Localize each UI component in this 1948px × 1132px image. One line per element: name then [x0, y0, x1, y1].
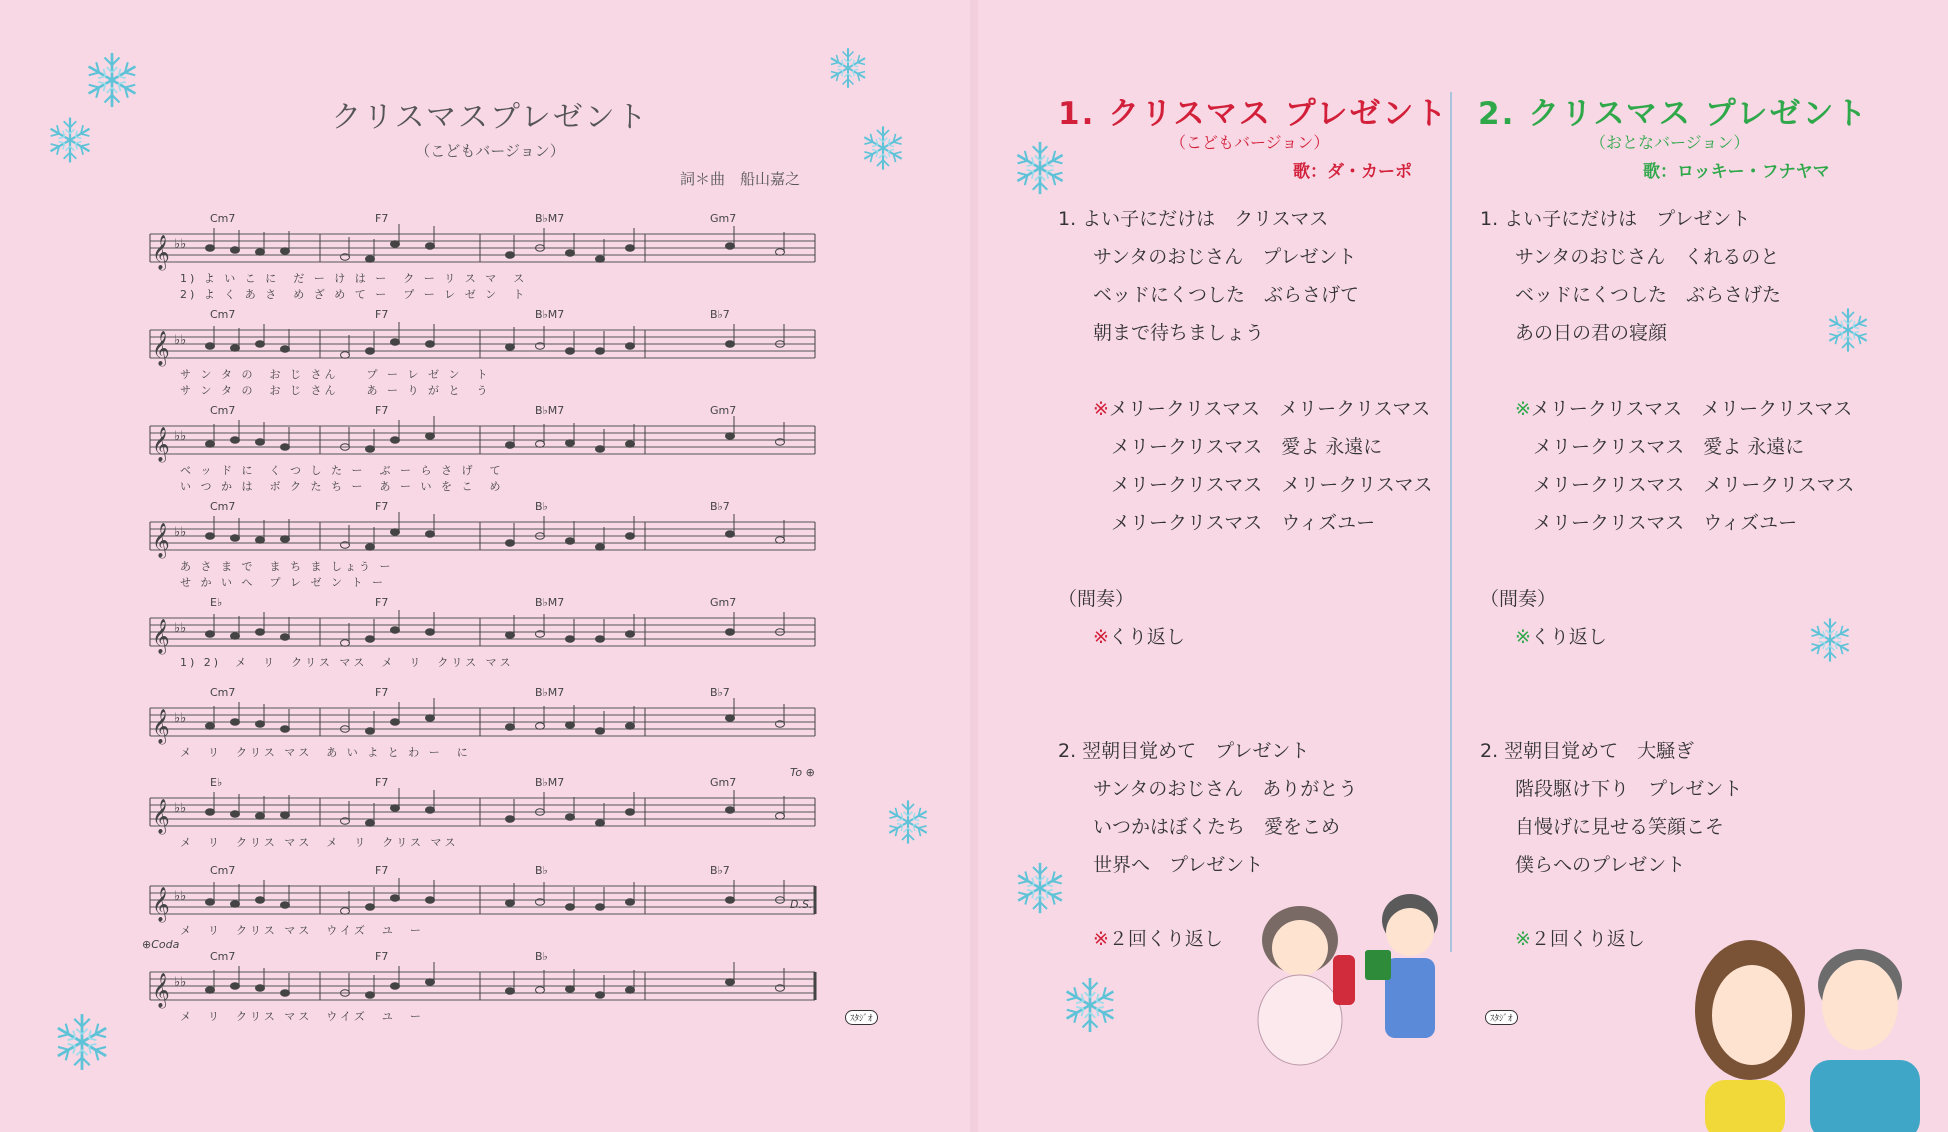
chord-symbol: Cm7 — [210, 950, 236, 963]
chord-symbol: F7 — [375, 950, 389, 963]
note-head — [426, 531, 435, 538]
chord-row — [150, 864, 820, 880]
note-head — [391, 437, 400, 444]
page-gutter — [970, 0, 978, 1132]
chord-symbol: Cm7 — [210, 864, 236, 877]
note-head — [231, 247, 240, 254]
chord-symbol: F7 — [375, 212, 389, 225]
note-head — [366, 256, 375, 263]
note-head — [281, 444, 290, 451]
note-head — [596, 446, 605, 453]
lyric-line: ベッドにくつした ぶらさげて — [1093, 284, 1360, 306]
lyric-line: いつかはぼくたち 愛をこめ — [1093, 816, 1341, 838]
song2-singer: 歌：ロッキー・フナヤマ — [1643, 162, 1830, 182]
note-head — [391, 805, 400, 812]
note-head — [341, 352, 350, 359]
snowflake-icon — [1806, 616, 1854, 664]
chord-symbol: B♭7 — [710, 500, 730, 513]
note-head — [566, 440, 575, 447]
key-signature: ♭♭ — [174, 429, 187, 444]
chord-symbol: B♭M7 — [535, 308, 565, 321]
chord-symbol: B♭M7 — [535, 596, 565, 609]
lyric-line: 朝まで待ちましょう — [1093, 322, 1265, 344]
song1-version: （こどもバージョン） — [1170, 133, 1330, 152]
lyric-text: 1) 2) メ リ クリス マス メ リ クリス マス — [180, 656, 514, 669]
note-head — [231, 345, 240, 352]
note-head — [281, 902, 290, 909]
staff — [150, 880, 820, 920]
note-head — [536, 987, 545, 994]
lyric-line — [150, 922, 820, 936]
note-head — [206, 987, 215, 994]
note-head — [506, 900, 515, 907]
note-head — [256, 439, 265, 446]
note-head — [726, 897, 735, 904]
note-head — [426, 243, 435, 250]
lyric-line: ※メリークリスマス メリークリスマス — [1515, 398, 1853, 420]
note-head — [426, 979, 435, 986]
lyric-line: メリークリスマス ウィズユー — [1111, 512, 1376, 534]
note-head — [776, 249, 785, 256]
key-signature: ♭♭ — [174, 975, 187, 990]
chord-symbol: B♭M7 — [535, 212, 565, 225]
note-head — [506, 540, 515, 547]
note-head — [626, 343, 635, 350]
note-head — [206, 441, 215, 448]
key-signature: ♭♭ — [174, 801, 187, 816]
note-head — [506, 442, 515, 449]
chord-row — [150, 776, 820, 792]
note-head — [281, 248, 290, 255]
chord-symbol: B♭M7 — [535, 686, 565, 699]
note-head — [206, 899, 215, 906]
lyric-text: 2) よ く あ さ め ざ め て ー プ ー レ ゼ ン ト — [180, 288, 528, 301]
snowflake-icon — [82, 50, 142, 110]
note-head — [256, 985, 265, 992]
chord-symbol: B♭M7 — [535, 776, 565, 789]
chord-symbol: Cm7 — [210, 404, 236, 417]
note-head — [256, 249, 265, 256]
lyric-line — [150, 270, 820, 284]
note-head — [596, 728, 605, 735]
chord-symbol: Gm7 — [710, 596, 737, 609]
note-head — [506, 816, 515, 823]
lyric-line — [150, 834, 820, 848]
chord-symbol: Gm7 — [710, 776, 737, 789]
note-head — [506, 252, 515, 259]
score-subtitle: （こどもバージョン） — [415, 142, 565, 160]
note-head — [281, 726, 290, 733]
note-head — [566, 538, 575, 545]
snowflake-icon — [51, 1011, 113, 1073]
lyric-text: あ さ ま で ま ち ま しょう ー — [180, 560, 394, 573]
note-head — [626, 809, 635, 816]
lyric-line: 1. よい子にだけは プレゼント — [1480, 208, 1751, 230]
chord-symbol: Cm7 — [210, 686, 236, 699]
treble-clef: 𝄞 — [152, 427, 170, 462]
note-head — [206, 809, 215, 816]
note-head — [231, 437, 240, 444]
note-head — [536, 441, 545, 448]
coda-mark: ⊕Coda — [142, 938, 180, 951]
lyric-line: 2. 翌朝目覚めて プレゼント — [1058, 740, 1310, 762]
staff — [150, 420, 820, 460]
treble-clef: 𝄞 — [152, 799, 170, 834]
note-head — [506, 988, 515, 995]
ds-mark: D.S. — [790, 898, 813, 911]
key-signature: ♭♭ — [174, 711, 187, 726]
note-head — [341, 640, 350, 647]
chord-row — [150, 596, 820, 612]
song2-version: （おとなバージョン） — [1590, 133, 1750, 152]
lyric-text: サ ン タ の お じ さん プ ー レ ゼ ン ト — [180, 368, 491, 381]
staff — [150, 966, 820, 1006]
note-head — [726, 341, 735, 348]
chord-symbol: B♭7 — [710, 864, 730, 877]
note-head — [341, 908, 350, 915]
note-head — [566, 250, 575, 257]
note-head — [726, 807, 735, 814]
note-head — [426, 807, 435, 814]
note-head — [626, 441, 635, 448]
note-head — [391, 529, 400, 536]
note-head — [206, 533, 215, 540]
lyric-text: メ リ クリス マス ウイズ ユ ー — [180, 1010, 424, 1023]
treble-clef: 𝄞 — [152, 887, 170, 922]
chord-symbol: Cm7 — [210, 212, 236, 225]
lyric-line: メリークリスマス 愛よ 永遠に — [1111, 436, 1383, 458]
note-head — [391, 627, 400, 634]
chord-symbol: Gm7 — [710, 212, 737, 225]
note-head — [726, 715, 735, 722]
lyric-line — [150, 462, 820, 476]
lyric-text: メ リ クリス マス メ リ クリス マス — [180, 836, 459, 849]
publisher-logo: ｽﾀｼﾞｵ — [845, 1010, 878, 1025]
note-head — [206, 343, 215, 350]
chord-row — [150, 404, 820, 420]
note-head — [726, 243, 735, 250]
to-coda-mark: To ⊕ — [790, 766, 815, 779]
note-head — [391, 895, 400, 902]
staff — [150, 792, 820, 832]
song1-title: 1. クリスマス プレゼント — [1058, 96, 1449, 132]
chord-symbol: B♭ — [535, 864, 548, 877]
note-head — [566, 348, 575, 355]
note-head — [281, 536, 290, 543]
note-head — [391, 719, 400, 726]
chord-symbol: F7 — [375, 864, 389, 877]
note-head — [596, 992, 605, 999]
note-head — [281, 812, 290, 819]
note-head — [256, 629, 265, 636]
lyric-text: い つ か は ボ ク た ち ー あ ー い を こ め — [180, 480, 504, 493]
note-head — [256, 813, 265, 820]
lyric-line — [150, 654, 820, 668]
note-head — [726, 433, 735, 440]
note-head — [426, 715, 435, 722]
lyric-text: メ リ クリス マス ウイズ ユ ー — [180, 924, 424, 937]
chord-row — [150, 308, 820, 324]
lyric-line: ※くり返し — [1093, 626, 1185, 648]
chord-symbol: B♭7 — [710, 308, 730, 321]
note-head — [366, 820, 375, 827]
note-head — [366, 728, 375, 735]
score-title: クリスマスプレゼント — [331, 100, 649, 135]
note-head — [726, 629, 735, 636]
lyric-text: せ か い へ プ レ ゼ ン ト ー — [180, 576, 386, 589]
staff — [150, 324, 820, 364]
lyric-line — [150, 382, 820, 396]
note-head — [366, 992, 375, 999]
lyric-line — [150, 574, 820, 588]
note-head — [626, 533, 635, 540]
treble-clef: 𝄞 — [152, 619, 170, 654]
note-head — [566, 814, 575, 821]
note-head — [366, 636, 375, 643]
note-head — [256, 897, 265, 904]
staff — [150, 702, 820, 742]
note-head — [281, 634, 290, 641]
key-signature: ♭♭ — [174, 525, 187, 540]
chord-symbol: F7 — [375, 500, 389, 513]
lyric-line — [150, 366, 820, 380]
chord-symbol: F7 — [375, 596, 389, 609]
chord-symbol: B♭M7 — [535, 404, 565, 417]
lyric-line: メリークリスマス メリークリスマス — [1533, 474, 1855, 496]
note-head — [391, 241, 400, 248]
note-head — [596, 348, 605, 355]
lyric-text: 1) よ い こ に だ ー け は ー ク ー リ ス マ ス — [180, 272, 528, 285]
note-head — [366, 348, 375, 355]
chord-symbol: B♭ — [535, 950, 548, 963]
note-head — [506, 344, 515, 351]
chord-symbol: E♭ — [210, 776, 223, 789]
snowflake-icon — [884, 798, 932, 846]
chord-symbol: F7 — [375, 686, 389, 699]
note-head — [506, 632, 515, 639]
note-head — [426, 433, 435, 440]
lyric-text: ベ ッ ド に く つ し た ー ぶ ー ら さ げ て — [180, 464, 504, 477]
staff — [150, 612, 820, 652]
song1-singer: 歌：ダ・カーポ — [1293, 162, 1412, 182]
song2-title: 2. クリスマス プレゼント — [1478, 96, 1869, 132]
lyric-line: ※２回くり返し — [1093, 928, 1223, 950]
chord-symbol: E♭ — [210, 596, 223, 609]
key-signature: ♭♭ — [174, 237, 187, 252]
score-credit: 詞＊曲 船山嘉之 — [680, 170, 801, 188]
note-head — [596, 256, 605, 263]
note-head — [536, 723, 545, 730]
note-head — [626, 899, 635, 906]
chord-symbol: F7 — [375, 308, 389, 321]
chord-symbol: F7 — [375, 404, 389, 417]
note-head — [426, 629, 435, 636]
adults-illustration — [1680, 930, 1948, 1132]
snowflake-icon — [1824, 306, 1872, 354]
note-head — [206, 631, 215, 638]
publisher-logo-right: ｽﾀｼﾞｵ — [1485, 1010, 1518, 1025]
note-head — [206, 245, 215, 252]
note-head — [566, 722, 575, 729]
treble-clef: 𝄞 — [152, 973, 170, 1008]
lyric-text: サ ン タ の お じ さん あ ー り が と う — [180, 384, 491, 397]
note-head — [231, 535, 240, 542]
lyric-line: ※くり返し — [1515, 626, 1607, 648]
lyric-line: ※メリークリスマス メリークリスマス — [1093, 398, 1431, 420]
lyric-line — [150, 286, 820, 300]
key-signature: ♭♭ — [174, 621, 187, 636]
chord-symbol: F7 — [375, 776, 389, 789]
note-head — [596, 636, 605, 643]
note-head — [726, 979, 735, 986]
staff — [150, 228, 820, 268]
lyric-line — [150, 558, 820, 572]
note-head — [596, 544, 605, 551]
key-signature: ♭♭ — [174, 889, 187, 904]
note-head — [231, 983, 240, 990]
note-head — [776, 813, 785, 820]
note-head — [256, 537, 265, 544]
treble-clef: 𝄞 — [152, 235, 170, 270]
staff — [150, 516, 820, 556]
snowflake-icon — [45, 115, 95, 165]
note-head — [726, 531, 735, 538]
chord-symbol: Cm7 — [210, 500, 236, 513]
note-head — [596, 904, 605, 911]
note-head — [566, 636, 575, 643]
chord-row — [150, 950, 820, 966]
note-head — [391, 983, 400, 990]
note-head — [596, 820, 605, 827]
note-head — [426, 341, 435, 348]
note-head — [281, 990, 290, 997]
note-head — [566, 904, 575, 911]
lyric-line: サンタのおじさん プレゼント — [1093, 246, 1357, 268]
lyric-line: 世界へ プレゼント — [1093, 854, 1264, 876]
note-head — [231, 719, 240, 726]
lyric-text: メ リ クリス マス あ い よ と わ ー に — [180, 746, 471, 759]
note-head — [626, 987, 635, 994]
lyric-line: 僕らへのプレゼント — [1515, 854, 1686, 876]
note-head — [391, 339, 400, 346]
note-head — [506, 724, 515, 731]
lyric-line: メリークリスマス メリークリスマス — [1111, 474, 1433, 496]
chord-row — [150, 500, 820, 516]
chord-symbol: B♭7 — [710, 686, 730, 699]
note-head — [231, 633, 240, 640]
note-head — [366, 446, 375, 453]
note-head — [626, 723, 635, 730]
lyric-line: （間奏） — [1480, 588, 1557, 610]
lyric-line — [150, 478, 820, 492]
lyric-line: 2. 翌朝目覚めて 大騒ぎ — [1480, 740, 1695, 762]
lyric-line: 1. よい子にだけは クリスマス — [1058, 208, 1329, 230]
note-head — [256, 721, 265, 728]
lyric-line: サンタのおじさん ありがとう — [1093, 778, 1358, 800]
lyric-line: ※２回くり返し — [1515, 928, 1645, 950]
lyric-line: （間奏） — [1058, 588, 1135, 610]
snowflake-icon — [1011, 139, 1069, 197]
note-head — [231, 811, 240, 818]
chord-row — [150, 212, 820, 228]
note-head — [366, 904, 375, 911]
lyric-line: 自慢げに見せる笑顔こそ — [1515, 816, 1725, 838]
chord-symbol: B♭ — [535, 500, 548, 513]
note-head — [626, 245, 635, 252]
snowflake-icon — [859, 124, 907, 172]
column-divider — [1450, 92, 1452, 952]
treble-clef: 𝄞 — [152, 331, 170, 366]
note-head — [566, 986, 575, 993]
children-illustration — [1225, 880, 1465, 1070]
lyric-line: 階段駆け下り プレゼント — [1515, 778, 1743, 800]
chord-row — [150, 686, 820, 702]
lyric-line: ベッドにくつした ぶらさげた — [1515, 284, 1782, 306]
lyric-line — [150, 744, 820, 758]
note-head — [281, 346, 290, 353]
lyric-line — [150, 1008, 820, 1022]
lyric-line: あの日の君の寝顔 — [1515, 322, 1668, 344]
note-head — [206, 723, 215, 730]
key-signature: ♭♭ — [174, 333, 187, 348]
note-head — [366, 544, 375, 551]
treble-clef: 𝄞 — [152, 709, 170, 744]
chord-symbol: Cm7 — [210, 308, 236, 321]
note-head — [426, 897, 435, 904]
note-head — [776, 537, 785, 544]
lyric-line: メリークリスマス 愛よ 永遠に — [1533, 436, 1805, 458]
treble-clef: 𝄞 — [152, 523, 170, 558]
lyric-line: サンタのおじさん くれるのと — [1515, 246, 1780, 268]
snowflake-icon — [1060, 975, 1120, 1035]
note-head — [626, 631, 635, 638]
lyric-line: メリークリスマス ウィズユー — [1533, 512, 1798, 534]
note-head — [231, 901, 240, 908]
snowflake-icon — [1012, 860, 1068, 916]
note-head — [256, 341, 265, 348]
snowflake-icon — [826, 46, 870, 90]
chord-symbol: Gm7 — [710, 404, 737, 417]
